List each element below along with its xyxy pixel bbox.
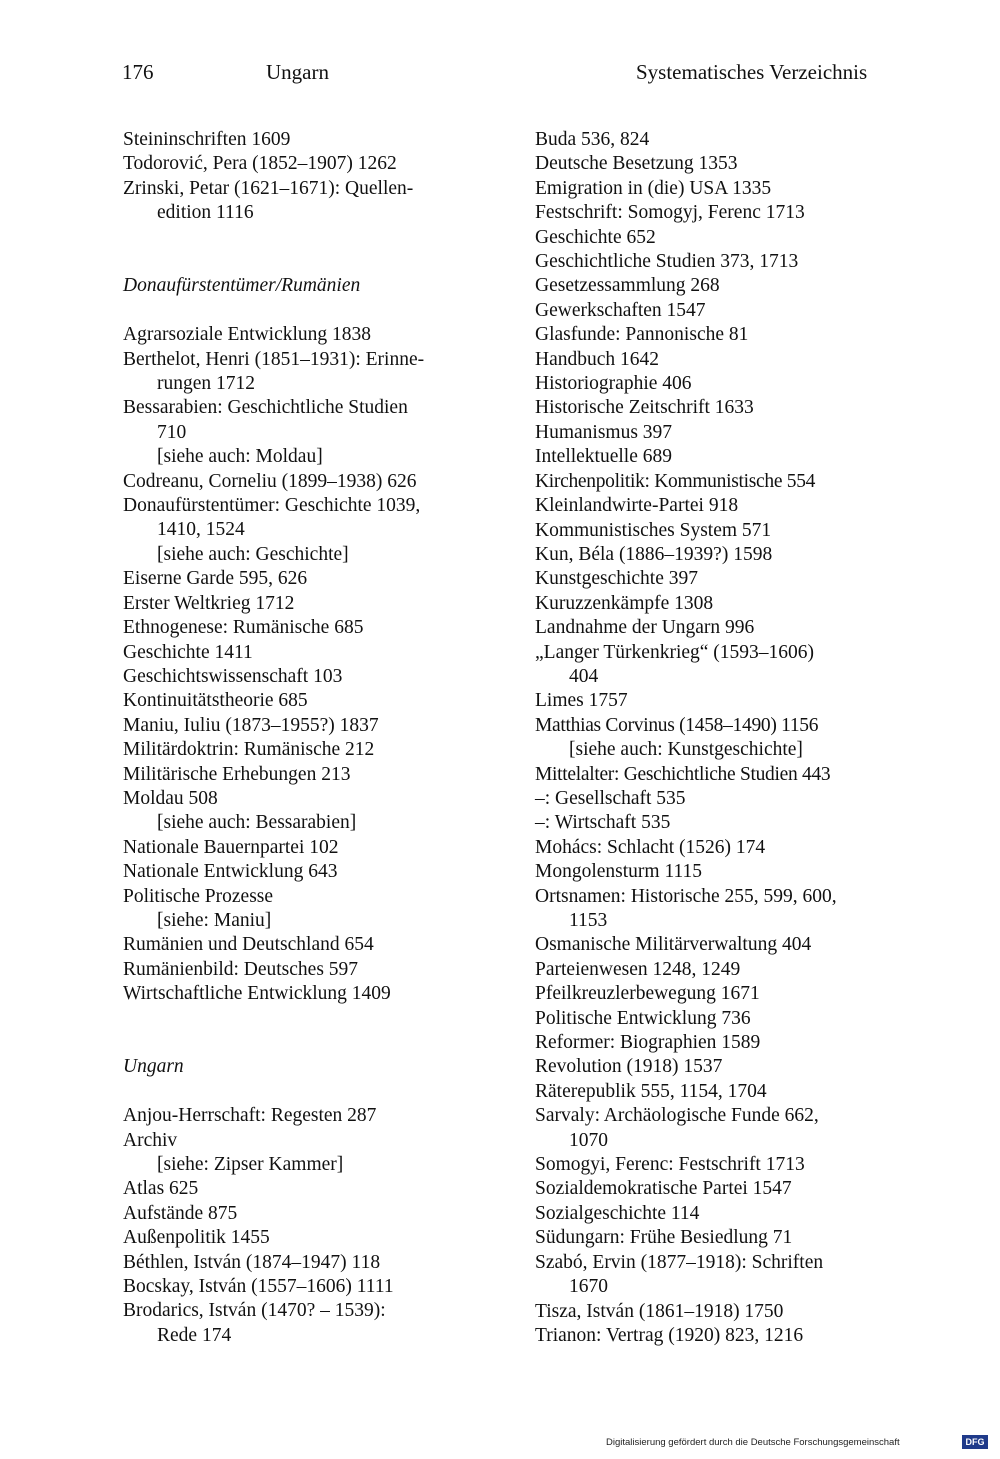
section-heading-rumaenien: Donaufürstentümer/Rumänien <box>123 275 361 297</box>
index-entry-continuation: 710 <box>157 421 187 443</box>
index-entry: Somogyi, Ferenc: Festschrift 1713 <box>535 1154 805 1176</box>
index-entry: Donaufürstentümer: Geschichte 1039, <box>123 495 421 517</box>
index-entry: „Langer Türkenkrieg“ (1593–1606) <box>535 641 815 663</box>
index-entry: –: Wirtschaft 535 <box>535 812 671 834</box>
index-entry-continuation: 404 <box>569 665 599 687</box>
index-entry: Geschichte 1411 <box>123 641 253 663</box>
index-entry: Mongolensturm 1115 <box>535 861 703 883</box>
index-entry: Intellektuelle 689 <box>535 446 672 468</box>
index-entry: Geschichte 652 <box>535 226 656 248</box>
page-number: 176 <box>122 60 154 84</box>
index-entry: Kontinuitätstheorie 685 <box>123 690 308 712</box>
index-entry: Steininschriften 1609 <box>123 129 291 150</box>
index-entry-continuation: 1410, 1524 <box>157 519 245 541</box>
index-entry: Codreanu, Corneliu (1899–1938) 626 <box>123 470 417 492</box>
index-entry: Aufstände 875 <box>123 1202 238 1224</box>
cross-reference: [siehe auch: Kunstgeschichte] <box>569 739 803 761</box>
index-entry-continuation: 1070 <box>569 1129 608 1151</box>
index-entry: Sozialdemokratische Partei 1547 <box>535 1178 792 1200</box>
index-entry: Militärdoktrin: Rumänische 212 <box>123 739 375 761</box>
index-entry: Atlas 625 <box>123 1178 199 1200</box>
index-entry: Trianon: Vertrag (1920) 823, 1216 <box>535 1324 804 1346</box>
index-entry: Bessarabien: Geschichtliche Studien <box>123 397 408 419</box>
index-entry: Berthelot, Henri (1851–1931): Erinne- <box>123 348 425 370</box>
cross-reference: [siehe auch: Geschichte] <box>157 543 349 565</box>
index-entry: Tisza, István (1861–1918) 1750 <box>535 1300 784 1322</box>
index-entry: Béthlen, István (1874–1947) 118 <box>123 1251 381 1273</box>
index-entry: Kun, Béla (1886–1939?) 1598 <box>535 543 773 565</box>
digitization-credit: Digitalisierung gefördert durch die Deutsche Forschungsgemeinschaft <box>606 1437 900 1448</box>
index-entry: Maniu, Iuliu (1873–1955?) 1837 <box>123 714 379 736</box>
index-entry: Geschichtswissenschaft 103 <box>123 665 343 687</box>
index-entry: Landnahme der Ungarn 996 <box>535 617 755 639</box>
index-entry: Archiv <box>123 1129 178 1151</box>
index-entry: Humanismus 397 <box>535 421 673 443</box>
index-entry: Eiserne Garde 595, 626 <box>123 568 308 590</box>
index-entry: Matthias Corvinus (1458–1490) 1156 <box>535 714 819 736</box>
index-entry: Wirtschaftliche Entwicklung 1409 <box>123 983 391 1005</box>
index-entry: Außenpolitik 1455 <box>123 1227 270 1249</box>
right-column <box>535 128 895 1348</box>
index-entry: Revolution (1918) 1537 <box>535 1056 723 1078</box>
index-entry: Gesetzessammlung 268 <box>535 275 720 297</box>
index-entry: Ortsnamen: Historische 255, 599, 600, <box>535 885 837 907</box>
index-entry: Deutsche Besetzung 1353 <box>535 153 738 175</box>
index-entry: Kleinlandwirte-Partei 918 <box>535 495 739 517</box>
index-entry: Sozialgeschichte 114 <box>535 1202 700 1224</box>
index-entry: Parteienwesen 1248, 1249 <box>535 958 741 980</box>
index-entry-continuation: Rede 174 <box>157 1324 232 1346</box>
index-entry: Mohács: Schlacht (1526) 174 <box>535 836 766 858</box>
index-entry: Historiographie 406 <box>535 373 692 395</box>
index-entry-continuation: rungen 1712 <box>157 373 256 395</box>
index-entry: Kunstgeschichte 397 <box>535 568 699 590</box>
index-entry: Geschichtliche Studien 373, 1713 <box>535 251 799 273</box>
index-entry: Kommunistisches System 571 <box>535 519 772 541</box>
index-entry: Nationale Entwicklung 643 <box>123 861 338 883</box>
cross-reference: [siehe: Zipser Kammer] <box>157 1154 344 1175</box>
index-entry-continuation: 1670 <box>569 1276 608 1298</box>
index-entry: Anjou-Herrschaft: Regesten 287 <box>123 1105 377 1127</box>
cross-reference: [siehe auch: Bessarabien] <box>157 812 357 834</box>
index-entry: Szabó, Ervin (1877–1918): Schriften <box>535 1251 824 1273</box>
index-entry: Kuruzzenkämpfe 1308 <box>535 592 714 614</box>
index-entry: Moldau 508 <box>123 787 218 809</box>
index-entry: Handbuch 1642 <box>535 348 660 370</box>
index-entry: Militärische Erhebungen 213 <box>123 763 351 785</box>
index-entry: Zrinski, Petar (1621–1671): Quellen- <box>123 177 414 199</box>
running-section: Ungarn <box>266 60 329 84</box>
dfg-logo: DFG <box>962 1435 988 1449</box>
index-entry: –: Gesellschaft 535 <box>535 787 686 809</box>
running-title: Systematisches Verzeichnis <box>636 60 868 84</box>
index-entry: Politische Entwicklung 736 <box>535 1007 751 1029</box>
index-entry: Rumänienbild: Deutsches 597 <box>123 958 359 980</box>
section-heading-ungarn: Ungarn <box>123 1056 184 1078</box>
index-entry: Buda 536, 824 <box>535 129 650 150</box>
index-entry: Nationale Bauernpartei 102 <box>123 836 339 858</box>
index-entry: Mittelalter: Geschichtliche Studien 443 <box>535 763 831 785</box>
index-entry: Rumänien und Deutschland 654 <box>123 934 374 956</box>
left-column <box>123 128 483 1348</box>
index-entry: Reformer: Biographien 1589 <box>535 1032 761 1054</box>
index-entry: Todorović, Pera (1852–1907) 1262 <box>123 153 397 175</box>
index-entry: Erster Weltkrieg 1712 <box>123 592 295 614</box>
index-entry: Sarvaly: Archäologische Funde 662, <box>535 1105 819 1127</box>
index-entry-continuation: edition 1116 <box>157 202 254 224</box>
index-entry: Osmanische Militärverwaltung 404 <box>535 934 812 956</box>
cross-reference: [siehe auch: Moldau] <box>157 446 323 468</box>
index-entry: Brodarics, István (1470? – 1539): <box>123 1300 386 1322</box>
index-entry: Kirchenpolitik: Kommunistische 554 <box>535 470 816 492</box>
cross-reference: [siehe: Maniu] <box>157 909 272 931</box>
index-entry-continuation: 1153 <box>569 910 608 931</box>
index-entry: Südungarn: Frühe Besiedlung 71 <box>535 1227 793 1249</box>
index-entry: Emigration in (die) USA 1335 <box>535 177 772 199</box>
index-entry: Glasfunde: Pannonische 81 <box>535 324 749 346</box>
index-entry: Räterepublik 555, 1154, 1704 <box>535 1080 767 1102</box>
index-entry: Limes 1757 <box>535 690 628 712</box>
index-entry: Pfeilkreuzlerbewegung 1671 <box>535 983 760 1005</box>
index-entry: Politische Prozesse <box>123 885 274 907</box>
index-entry: Agrarsoziale Entwicklung 1838 <box>123 324 372 346</box>
index-entry: Ethnogenese: Rumänische 685 <box>123 617 364 639</box>
index-entry: Gewerkschaften 1547 <box>535 299 706 321</box>
index-entry: Festschrift: Somogyj, Ferenc 1713 <box>535 202 805 224</box>
index-entry: Bocskay, István (1557–1606) 1111 <box>123 1276 394 1298</box>
index-entry: Historische Zeitschrift 1633 <box>535 397 754 419</box>
